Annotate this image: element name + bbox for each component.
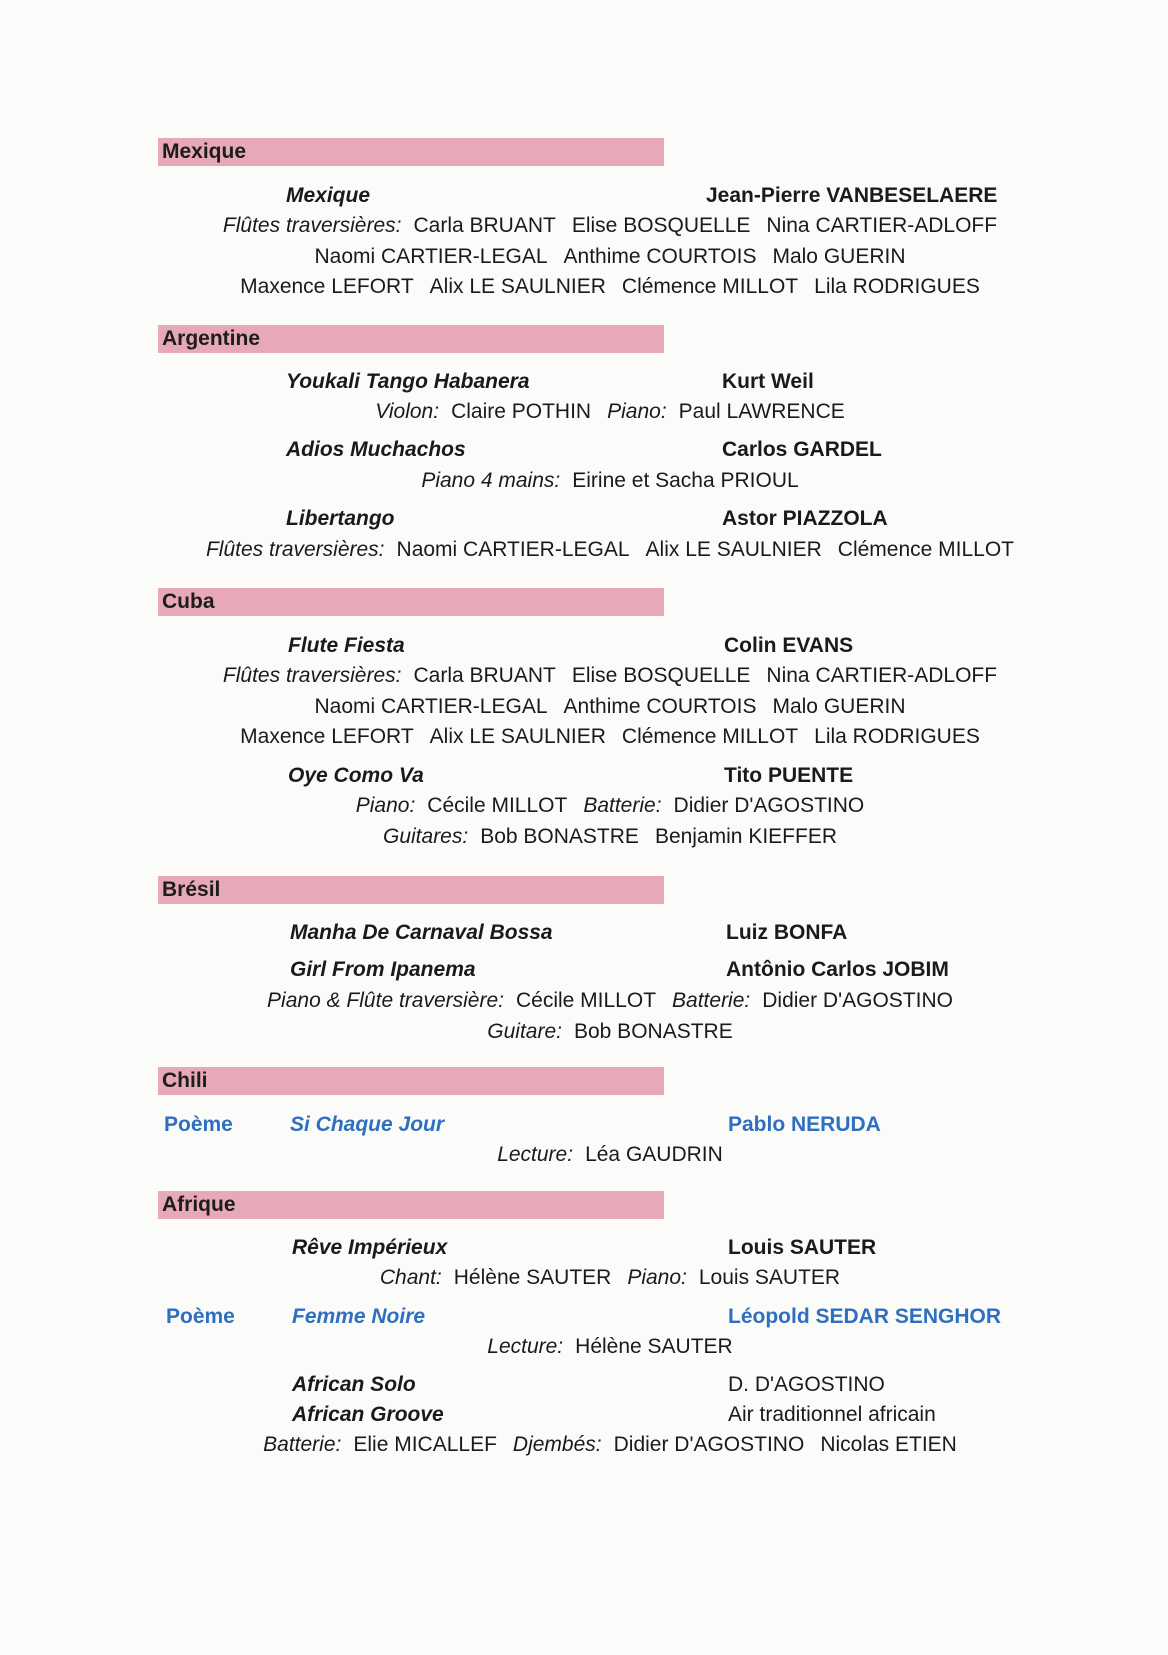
composer-name: Tito PUENTE: [724, 764, 854, 787]
composer-name: Air traditionnel africain: [728, 1403, 936, 1426]
author-name: Léopold SEDAR SENGHOR: [728, 1305, 1002, 1328]
performer-role: Djembés:: [512, 1433, 602, 1456]
performers-line: [210, 792, 1010, 820]
performers-line: [210, 212, 1010, 240]
performer-name: Bob BONASTRE: [480, 825, 639, 848]
section-label: Chili: [162, 1069, 208, 1092]
performer-name: Didier D'AGOSTINO: [673, 794, 865, 817]
piece-title: Oye Como Va: [288, 764, 424, 787]
performer-name: Malo GUERIN: [772, 695, 906, 718]
piece-title: Adios Muchachos: [286, 438, 466, 461]
performer-name: Didier D'AGOSTINO: [613, 1433, 805, 1456]
composer-name: Carlos GARDEL: [722, 438, 882, 461]
performer-role: Piano:: [355, 794, 416, 817]
piece-title: Flute Fiesta: [288, 634, 405, 657]
performer-name: Alix LE SAULNIER: [645, 538, 822, 561]
performer-role: Flûtes traversières:: [222, 664, 402, 687]
performers-line: [180, 536, 1040, 564]
performer-name: Malo GUERIN: [772, 245, 906, 268]
section-header-cuba: [158, 588, 664, 616]
performers-line: [210, 723, 1010, 751]
composer-name: Louis SAUTER: [728, 1236, 877, 1259]
section-label: Brésil: [162, 878, 221, 901]
performer-name: Elise BOSQUELLE: [571, 664, 751, 687]
performers-line: [210, 398, 1010, 426]
piece-title: Femme Noire: [292, 1305, 426, 1328]
performer-name: Louis SAUTER: [698, 1266, 841, 1289]
performers-line: [200, 1431, 1020, 1459]
performers-line: [210, 1018, 1010, 1046]
performer-name: Maxence LEFORT: [240, 725, 414, 748]
performer-name: Lila RODRIGUES: [814, 725, 980, 748]
performer-name: Clémence MILLOT: [621, 275, 799, 298]
piece-title: African Groove: [292, 1403, 444, 1426]
performer-role: Piano:: [627, 1266, 687, 1289]
section-label: Argentine: [162, 327, 261, 350]
performer-role: Violon:: [375, 400, 440, 423]
performer-name: Naomi CARTIER-LEGAL: [314, 695, 548, 718]
performer-name: Nina CARTIER-ADLOFF: [766, 214, 998, 237]
piece-title: Si Chaque Jour: [290, 1113, 445, 1136]
piece-title: Libertango: [286, 507, 395, 530]
performer-name: Nina CARTIER-ADLOFF: [766, 664, 998, 687]
performer-name: Léa GAUDRIN: [585, 1143, 723, 1166]
performer-name: Naomi CARTIER-LEGAL: [396, 538, 630, 561]
performer-name: Elie MICALLEF: [353, 1433, 497, 1456]
performer-name: Cécile MILLOT: [427, 794, 568, 817]
section-label: Cuba: [162, 590, 215, 613]
performer-role: Piano 4 mains:: [421, 469, 561, 492]
author-name: Pablo NERUDA: [728, 1113, 881, 1136]
composer-name: Antônio Carlos JOBIM: [726, 958, 949, 981]
performer-name: Anthime COURTOIS: [563, 695, 757, 718]
piece-title: Rêve Impérieux: [292, 1236, 448, 1259]
performer-name: Clémence MILLOT: [621, 725, 799, 748]
performers-line: [210, 467, 1010, 495]
section-header-argentine: [158, 325, 664, 353]
performer-name: Carla BRUANT: [413, 214, 556, 237]
performer-name: Anthime COURTOIS: [563, 245, 757, 268]
performer-role: Guitare:: [487, 1020, 562, 1043]
performer-name: Didier D'AGOSTINO: [762, 989, 953, 1012]
composer-name: D. D'AGOSTINO: [728, 1373, 885, 1396]
performers-line: [210, 273, 1010, 301]
performers-line: [210, 1333, 1010, 1361]
composer-name: Kurt Weil: [722, 370, 814, 393]
composer-name: Astor PIAZZOLA: [722, 507, 888, 530]
section-header-chili: [158, 1067, 664, 1095]
performer-name: Elise BOSQUELLE: [571, 214, 751, 237]
performers-line: [210, 693, 1010, 721]
performers-line: [210, 243, 1010, 271]
performer-name: Eirine et Sacha PRIOUL: [572, 469, 799, 492]
section-label: Afrique: [162, 1193, 236, 1216]
performer-name: Naomi CARTIER-LEGAL: [314, 245, 548, 268]
performer-role: Piano & Flûte traversière:: [267, 989, 504, 1012]
performer-name: Clémence MILLOT: [837, 538, 1015, 561]
performer-name: Carla BRUANT: [413, 664, 556, 687]
performer-name: Cécile MILLOT: [515, 989, 657, 1012]
section-label: Mexique: [162, 140, 247, 163]
performers-line: [210, 1264, 1010, 1292]
performer-name: Alix LE SAULNIER: [429, 725, 606, 748]
performer-name: Hélène SAUTER: [453, 1266, 612, 1289]
piece-title: Youkali Tango Habanera: [286, 370, 530, 393]
performer-name: Claire POTHIN: [451, 400, 592, 423]
piece-title: Mexique: [286, 184, 371, 207]
performers-line: [210, 823, 1010, 851]
performer-role: Guitares:: [383, 825, 469, 848]
performer-role: Batterie:: [672, 989, 751, 1012]
piece-title: Girl From Ipanema: [290, 958, 476, 981]
performers-line: [210, 1141, 1010, 1169]
section-header-mexique: [158, 138, 664, 166]
performer-role: Flûtes traversières:: [205, 538, 385, 561]
performer-role: Lecture:: [497, 1143, 574, 1166]
performer-name: Alix LE SAULNIER: [429, 275, 606, 298]
poeme-label: Poème: [164, 1113, 233, 1136]
performer-name: Bob BONASTRE: [573, 1020, 733, 1043]
poeme-label: Poème: [166, 1305, 235, 1328]
performer-role: Chant:: [379, 1266, 442, 1289]
performer-name: Lila RODRIGUES: [814, 275, 980, 298]
composer-name: Luiz BONFA: [726, 921, 848, 944]
performer-role: Flûtes traversières:: [222, 214, 402, 237]
composer-name: Jean-Pierre VANBESELAERE: [706, 184, 998, 207]
piece-title: Manha De Carnaval Bossa: [290, 921, 553, 944]
performer-role: Piano:: [607, 400, 667, 423]
performer-role: Batterie:: [583, 794, 662, 817]
section-header-bresil: [158, 876, 664, 904]
performer-role: Batterie:: [263, 1433, 342, 1456]
performers-line: [200, 987, 1020, 1015]
performers-line: [210, 662, 1010, 690]
performer-name: Maxence LEFORT: [240, 275, 414, 298]
performer-name: Paul LAWRENCE: [678, 400, 845, 423]
performer-name: Nicolas ETIEN: [820, 1433, 957, 1456]
performer-role: Lecture:: [487, 1335, 564, 1358]
composer-name: Colin EVANS: [724, 634, 854, 657]
performer-name: Benjamin KIEFFER: [654, 825, 837, 848]
section-header-afrique: [158, 1191, 664, 1219]
performer-name: Hélène SAUTER: [575, 1335, 733, 1358]
piece-title: African Solo: [292, 1373, 416, 1396]
